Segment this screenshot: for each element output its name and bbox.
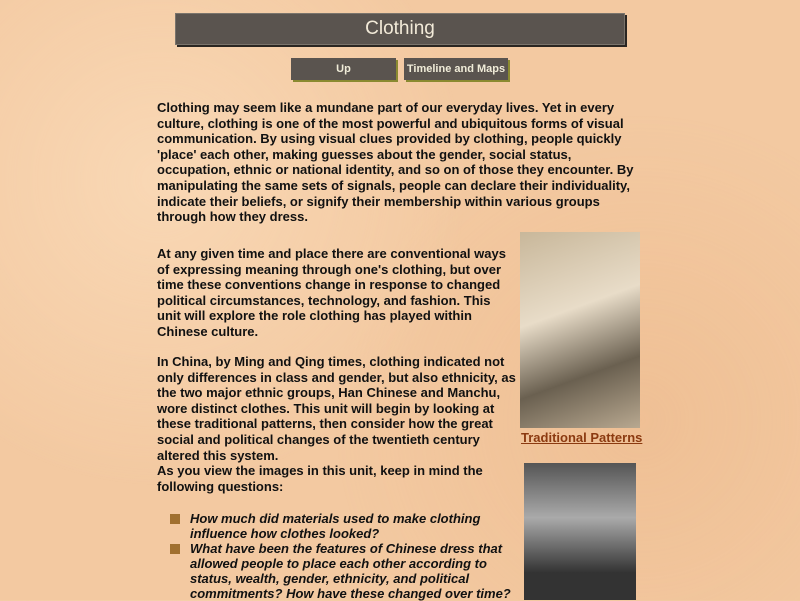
intro-paragraph: Clothing may seem like a mundane part of our everyday lives. Yet in every culture, clothing is one of the most powerful and ubiquitous forms of visual communication. By using visual clues provided by clothing, people quickly 'place' each other, making guesses about the gender, social status, occupation, ethnic or national identity, and so on of those they encounter. By manipulating the same sets of signals, people can declare their individuality, indicate their beliefs, or signify their membership within various groups through how they dress.: [157, 100, 634, 225]
traditional-patterns-link[interactable]: Traditional Patterns: [521, 430, 643, 445]
paragraph-4: As you view the images in this unit, keep in mind the following questions:: [157, 463, 483, 494]
timeline-maps-button[interactable]: Timeline and Maps: [404, 58, 508, 80]
up-button[interactable]: Up: [291, 58, 396, 80]
question-1: How much did materials used to make clothing influence how clothes looked?: [190, 511, 481, 541]
paragraph-2: At any given time and place there are conventional ways of expressing meaning through one's clothing, but over time these conventions change in response to changed political circumstances, technology, and fashion. This unit will explore the role clothing has played within Chinese culture.: [157, 246, 506, 339]
paragraph-3: In China, by Ming and Qing times, clothing indicated not only differences in class and gender, but also ethnicity, as the two major ethnic groups, Han Chinese and Manchu, wore distinct clothes. This unit will begin by looking at these traditional patterns, then consider how the great social and political changes of the twentieth century altered this system.: [157, 354, 516, 463]
historical-photo-image: [524, 463, 636, 600]
bullet-icon: [170, 544, 180, 554]
question-2: What have been the features of Chinese dress that allowed people to place each other according to status, wealth, gender, ethnicity, and political commitments? How have these changed over time?: [190, 541, 511, 601]
page-title-banner: Clothing: [175, 13, 625, 45]
bullet-icon: [170, 514, 180, 524]
traditional-painting-image[interactable]: [520, 232, 640, 428]
